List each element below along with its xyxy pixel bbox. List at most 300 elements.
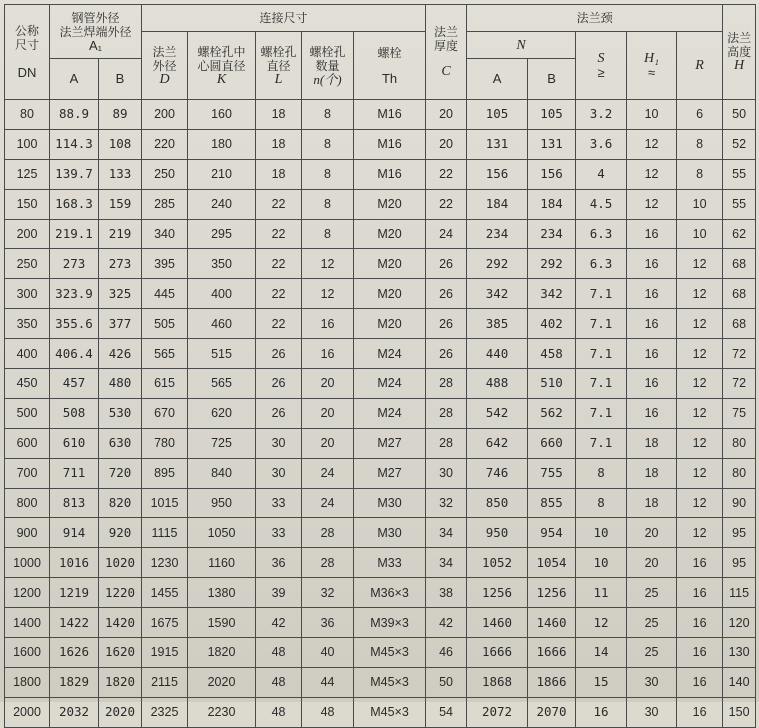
cell-thickness: 26: [426, 279, 467, 309]
table-row: [5, 159, 756, 189]
cell-dn: 2000: [5, 697, 50, 727]
bolt-circle-label-1: 螺栓孔中: [197, 44, 246, 59]
cell-flange-od: 1915: [142, 638, 188, 668]
neck-r-symbol: R: [695, 58, 704, 73]
table-row: [5, 667, 756, 697]
cell-flange-od: 1230: [142, 548, 188, 578]
cell-neck-s: 6.3: [576, 219, 627, 249]
cell-neck-h1: 16: [627, 219, 677, 249]
flange-od-label-1: 法兰: [152, 44, 177, 59]
cell-dn: 600: [5, 428, 50, 458]
cell-neck-n-b: 184: [528, 189, 576, 219]
header-bolt-circle: [188, 32, 256, 100]
neck-h1-symbol: H₁: [644, 50, 660, 66]
cell-bolt-hole-count: 16: [302, 309, 354, 339]
header-bolt-hole-dia: [256, 32, 302, 100]
header-row-1: [5, 5, 756, 32]
header-pipe-od-b: [99, 59, 142, 100]
cell-bolt-circle: 725: [188, 428, 256, 458]
cell-bolt: M39×3: [354, 608, 426, 638]
table-body: [5, 100, 756, 728]
cell-pipe-od-b: 159: [99, 189, 142, 219]
cell-neck-s: 10: [576, 548, 627, 578]
header-flange-od: [142, 32, 188, 100]
cell-thickness: 24: [426, 219, 467, 249]
cell-bolt-circle: 180: [188, 129, 256, 159]
table-row: [5, 608, 756, 638]
cell-dn: 1400: [5, 608, 50, 638]
cell-height: 55: [723, 189, 756, 219]
cell-pipe-od-b: 325: [99, 279, 142, 309]
cell-bolt: M33: [354, 548, 426, 578]
cell-height: 90: [723, 488, 756, 518]
cell-pipe-od-b: 1620: [99, 638, 142, 668]
cell-neck-n-a: 292: [467, 249, 528, 279]
cell-flange-od: 565: [142, 339, 188, 369]
header-connection: [142, 5, 426, 32]
cell-neck-h1: 25: [627, 638, 677, 668]
cell-neck-h1: 18: [627, 488, 677, 518]
cell-bolt: M36×3: [354, 578, 426, 608]
cell-bolt-hole-count: 24: [302, 458, 354, 488]
cell-bolt: M20: [354, 219, 426, 249]
cell-pipe-od-b: 530: [99, 398, 142, 428]
cell-neck-r: 16: [677, 578, 723, 608]
header-neck-n-a: [467, 59, 528, 100]
cell-pipe-od-b: 1420: [99, 608, 142, 638]
cell-neck-h1: 10: [627, 100, 677, 130]
cell-bolt-circle: 1160: [188, 548, 256, 578]
cell-neck-n-a: 850: [467, 488, 528, 518]
table-row: [5, 398, 756, 428]
cell-neck-n-b: 131: [528, 129, 576, 159]
cell-neck-n-b: 1666: [528, 638, 576, 668]
cell-bolt-circle: 295: [188, 219, 256, 249]
cell-thickness: 28: [426, 428, 467, 458]
cell-pipe-od-a: 711: [50, 458, 99, 488]
table-row: [5, 458, 756, 488]
cell-bolt-circle: 620: [188, 398, 256, 428]
cell-pipe-od-b: 89: [99, 100, 142, 130]
cell-bolt-hole-dia: 48: [256, 667, 302, 697]
cell-height: 68: [723, 279, 756, 309]
cell-flange-od: 1115: [142, 518, 188, 548]
cell-pipe-od-a: 114.3: [50, 129, 99, 159]
cell-bolt-circle: 350: [188, 249, 256, 279]
table-row: [5, 219, 756, 249]
cell-pipe-od-a: 508: [50, 398, 99, 428]
cell-pipe-od-b: 273: [99, 249, 142, 279]
cell-bolt-hole-dia: 36: [256, 548, 302, 578]
cell-bolt-hole-count: 12: [302, 249, 354, 279]
cell-neck-n-a: 1052: [467, 548, 528, 578]
cell-thickness: 34: [426, 518, 467, 548]
cell-neck-s: 16: [576, 697, 627, 727]
cell-pipe-od-a: 88.9: [50, 100, 99, 130]
thickness-label-1: 法兰: [434, 25, 459, 39]
neck-n-symbol: N: [516, 37, 526, 53]
cell-pipe-od-b: 108: [99, 129, 142, 159]
cell-bolt: M24: [354, 369, 426, 399]
cell-bolt-circle: 840: [188, 458, 256, 488]
cell-thickness: 22: [426, 159, 467, 189]
cell-neck-n-b: 156: [528, 159, 576, 189]
cell-bolt-hole-dia: 26: [256, 369, 302, 399]
cell-thickness: 22: [426, 189, 467, 219]
cell-neck-n-a: 488: [467, 369, 528, 399]
cell-pipe-od-a: 273: [50, 249, 99, 279]
cell-neck-r: 6: [677, 100, 723, 130]
cell-neck-n-a: 385: [467, 309, 528, 339]
bolt-label: 螺栓: [377, 45, 402, 60]
cell-neck-s: 12: [576, 608, 627, 638]
cell-neck-s: 7.1: [576, 428, 627, 458]
cell-neck-n-a: 642: [467, 428, 528, 458]
table-row: [5, 578, 756, 608]
bolt-symbol: Th: [381, 70, 398, 86]
cell-neck-n-b: 2070: [528, 697, 576, 727]
cell-bolt: M16: [354, 100, 426, 130]
bolt-hole-dia-label-2: 直径: [266, 58, 291, 73]
cell-dn: 800: [5, 488, 50, 518]
cell-bolt-circle: 565: [188, 369, 256, 399]
cell-bolt-hole-dia: 26: [256, 398, 302, 428]
thickness-symbol: C: [441, 64, 451, 79]
cell-pipe-od-a: 1016: [50, 548, 99, 578]
cell-height: 68: [723, 249, 756, 279]
cell-pipe-od-a: 1829: [50, 667, 99, 697]
cell-neck-h1: 20: [627, 518, 677, 548]
cell-pipe-od-a: 914: [50, 518, 99, 548]
cell-neck-h1: 12: [627, 159, 677, 189]
cell-bolt-circle: 1820: [188, 638, 256, 668]
cell-bolt-circle: 1590: [188, 608, 256, 638]
cell-flange-od: 340: [142, 219, 188, 249]
cell-neck-n-a: 105: [467, 100, 528, 130]
header-neck-h1: [627, 32, 677, 100]
header-neck-s: [576, 32, 627, 100]
cell-pipe-od-a: 219.1: [50, 219, 99, 249]
cell-bolt-circle: 515: [188, 339, 256, 369]
cell-height: 62: [723, 219, 756, 249]
cell-thickness: 20: [426, 129, 467, 159]
cell-neck-s: 10: [576, 518, 627, 548]
cell-bolt-hole-dia: 30: [256, 428, 302, 458]
cell-neck-n-b: 562: [528, 398, 576, 428]
cell-height: 140: [723, 667, 756, 697]
cell-neck-s: 3.6: [576, 129, 627, 159]
cell-neck-n-b: 458: [528, 339, 576, 369]
cell-dn: 1200: [5, 578, 50, 608]
cell-bolt: M30: [354, 518, 426, 548]
header-pipe-od: [50, 5, 142, 59]
thickness-label-2: 厚度: [434, 39, 459, 53]
nominal-code: DN: [17, 65, 37, 80]
cell-pipe-od-b: 480: [99, 369, 142, 399]
cell-bolt-hole-count: 32: [302, 578, 354, 608]
table-row: [5, 189, 756, 219]
pipe-od-b: B: [115, 71, 125, 86]
cell-height: 80: [723, 428, 756, 458]
cell-flange-od: 445: [142, 279, 188, 309]
pipe-od-label-2: 法兰焊端外径: [59, 24, 132, 39]
cell-neck-n-a: 184: [467, 189, 528, 219]
height-symbol: H: [734, 58, 745, 73]
cell-neck-n-a: 2072: [467, 697, 528, 727]
table-row: [5, 488, 756, 518]
cell-height: 120: [723, 608, 756, 638]
cell-thickness: 32: [426, 488, 467, 518]
cell-neck-s: 7.1: [576, 398, 627, 428]
cell-bolt-circle: 240: [188, 189, 256, 219]
cell-flange-od: 505: [142, 309, 188, 339]
table-row: [5, 518, 756, 548]
cell-pipe-od-b: 133: [99, 159, 142, 189]
cell-neck-n-b: 1054: [528, 548, 576, 578]
cell-neck-n-b: 954: [528, 518, 576, 548]
cell-flange-od: 220: [142, 129, 188, 159]
cell-neck-r: 12: [677, 518, 723, 548]
cell-thickness: 28: [426, 398, 467, 428]
cell-neck-r: 12: [677, 398, 723, 428]
cell-thickness: 30: [426, 458, 467, 488]
cell-bolt: M45×3: [354, 667, 426, 697]
flange-od-symbol: D: [159, 71, 170, 87]
cell-thickness: 20: [426, 100, 467, 130]
cell-neck-n-a: 542: [467, 398, 528, 428]
cell-bolt-hole-dia: 42: [256, 608, 302, 638]
cell-flange-od: 1455: [142, 578, 188, 608]
cell-pipe-od-b: 1020: [99, 548, 142, 578]
cell-bolt-circle: 2230: [188, 697, 256, 727]
cell-bolt-circle: 2020: [188, 667, 256, 697]
cell-bolt-hole-dia: 22: [256, 249, 302, 279]
cell-bolt-circle: 460: [188, 309, 256, 339]
cell-dn: 80: [5, 100, 50, 130]
cell-pipe-od-a: 457: [50, 369, 99, 399]
cell-neck-h1: 16: [627, 339, 677, 369]
cell-pipe-od-b: 630: [99, 428, 142, 458]
cell-bolt-hole-count: 8: [302, 129, 354, 159]
cell-bolt-hole-count: 36: [302, 608, 354, 638]
cell-dn: 400: [5, 339, 50, 369]
neck-h1-note: ≈: [647, 64, 656, 80]
cell-thickness: 50: [426, 667, 467, 697]
cell-bolt-circle: 950: [188, 488, 256, 518]
cell-dn: 350: [5, 309, 50, 339]
cell-pipe-od-b: 1220: [99, 578, 142, 608]
cell-neck-r: 16: [677, 638, 723, 668]
cell-neck-h1: 12: [627, 129, 677, 159]
cell-bolt: M45×3: [354, 638, 426, 668]
cell-height: 115: [723, 578, 756, 608]
cell-bolt-hole-dia: 18: [256, 159, 302, 189]
cell-flange-od: 615: [142, 369, 188, 399]
bolt-circle-label-2: 心圆直径: [197, 58, 246, 73]
cell-neck-h1: 18: [627, 428, 677, 458]
cell-neck-r: 12: [677, 339, 723, 369]
cell-bolt: M20: [354, 309, 426, 339]
cell-dn: 1800: [5, 667, 50, 697]
cell-bolt-hole-count: 8: [302, 219, 354, 249]
height-label-2: 高度: [727, 45, 752, 59]
cell-bolt-hole-count: 8: [302, 159, 354, 189]
cell-thickness: 34: [426, 548, 467, 578]
connection-title: 连接尺寸: [259, 11, 308, 25]
cell-neck-s: 7.1: [576, 369, 627, 399]
cell-neck-r: 12: [677, 279, 723, 309]
cell-neck-n-b: 402: [528, 309, 576, 339]
cell-neck-s: 4: [576, 159, 627, 189]
cell-bolt-circle: 160: [188, 100, 256, 130]
cell-neck-n-a: 1256: [467, 578, 528, 608]
cell-bolt-circle: 400: [188, 279, 256, 309]
cell-bolt: M24: [354, 398, 426, 428]
header-neck-r: [677, 32, 723, 100]
cell-dn: 200: [5, 219, 50, 249]
cell-neck-n-b: 342: [528, 279, 576, 309]
cell-neck-h1: 18: [627, 458, 677, 488]
cell-neck-r: 8: [677, 129, 723, 159]
cell-neck-r: 12: [677, 249, 723, 279]
cell-bolt-hole-count: 48: [302, 697, 354, 727]
cell-neck-n-a: 156: [467, 159, 528, 189]
cell-thickness: 26: [426, 309, 467, 339]
cell-dn: 1000: [5, 548, 50, 578]
cell-neck-n-b: 234: [528, 219, 576, 249]
cell-pipe-od-b: 720: [99, 458, 142, 488]
cell-height: 55: [723, 159, 756, 189]
cell-flange-od: 780: [142, 428, 188, 458]
cell-bolt: M27: [354, 428, 426, 458]
cell-dn: 150: [5, 189, 50, 219]
cell-neck-r: 12: [677, 488, 723, 518]
cell-dn: 500: [5, 398, 50, 428]
cell-bolt-hole-count: 8: [302, 189, 354, 219]
cell-bolt: M20: [354, 249, 426, 279]
cell-neck-s: 15: [576, 667, 627, 697]
cell-bolt-hole-count: 44: [302, 667, 354, 697]
cell-bolt: M27: [354, 458, 426, 488]
cell-neck-n-a: 1666: [467, 638, 528, 668]
cell-bolt-hole-count: 8: [302, 100, 354, 130]
table-row: [5, 279, 756, 309]
cell-bolt-circle: 210: [188, 159, 256, 189]
cell-neck-h1: 30: [627, 697, 677, 727]
cell-neck-r: 12: [677, 369, 723, 399]
cell-neck-s: 7.1: [576, 339, 627, 369]
pipe-od-symbol: A₁: [88, 37, 103, 53]
bolt-hole-count-label-1: 螺栓孔: [309, 44, 346, 59]
cell-bolt-circle: 1050: [188, 518, 256, 548]
cell-bolt: M16: [354, 159, 426, 189]
header-bolt-hole-count: [302, 32, 354, 100]
cell-neck-h1: 16: [627, 309, 677, 339]
cell-neck-n-a: 1868: [467, 667, 528, 697]
cell-bolt-hole-dia: 48: [256, 638, 302, 668]
cell-neck-r: 10: [677, 219, 723, 249]
header-height: [723, 5, 756, 100]
cell-thickness: 26: [426, 339, 467, 369]
table-row: [5, 369, 756, 399]
cell-bolt-hole-count: 20: [302, 428, 354, 458]
cell-pipe-od-b: 377: [99, 309, 142, 339]
cell-pipe-od-b: 219: [99, 219, 142, 249]
header-pipe-od-a: [50, 59, 99, 100]
cell-thickness: 54: [426, 697, 467, 727]
cell-bolt-hole-dia: 30: [256, 458, 302, 488]
nominal-label-2: 尺寸: [14, 38, 39, 52]
cell-dn: 900: [5, 518, 50, 548]
header-thickness: [426, 5, 467, 100]
cell-bolt-hole-dia: 18: [256, 100, 302, 130]
cell-bolt-hole-count: 24: [302, 488, 354, 518]
cell-bolt-hole-dia: 22: [256, 189, 302, 219]
cell-pipe-od-a: 168.3: [50, 189, 99, 219]
cell-flange-od: 250: [142, 159, 188, 189]
nominal-label-1: 公称: [14, 24, 39, 38]
cell-neck-s: 3.2: [576, 100, 627, 130]
cell-dn: 100: [5, 129, 50, 159]
cell-bolt-hole-dia: 39: [256, 578, 302, 608]
cell-neck-s: 11: [576, 578, 627, 608]
cell-dn: 250: [5, 249, 50, 279]
table-row: [5, 100, 756, 130]
cell-neck-h1: 16: [627, 279, 677, 309]
cell-neck-h1: 16: [627, 369, 677, 399]
cell-bolt-hole-count: 12: [302, 279, 354, 309]
cell-pipe-od-a: 139.7: [50, 159, 99, 189]
cell-neck-r: 12: [677, 309, 723, 339]
cell-neck-n-a: 131: [467, 129, 528, 159]
cell-neck-s: 6.3: [576, 249, 627, 279]
cell-flange-od: 1015: [142, 488, 188, 518]
cell-pipe-od-a: 1422: [50, 608, 99, 638]
cell-neck-n-b: 510: [528, 369, 576, 399]
table-row: [5, 129, 756, 159]
cell-neck-n-a: 440: [467, 339, 528, 369]
pipe-od-a: A: [69, 71, 79, 86]
cell-dn: 1600: [5, 638, 50, 668]
cell-neck-r: 12: [677, 428, 723, 458]
cell-bolt-hole-count: 28: [302, 518, 354, 548]
cell-neck-n-b: 1256: [528, 578, 576, 608]
cell-flange-od: 1675: [142, 608, 188, 638]
height-label-1: 法兰: [727, 31, 752, 45]
cell-neck-h1: 12: [627, 189, 677, 219]
cell-neck-r: 8: [677, 159, 723, 189]
cell-flange-od: 200: [142, 100, 188, 130]
cell-bolt-hole-dia: 33: [256, 488, 302, 518]
cell-bolt-hole-dia: 26: [256, 339, 302, 369]
cell-height: 72: [723, 339, 756, 369]
cell-pipe-od-a: 610: [50, 428, 99, 458]
cell-pipe-od-a: 323.9: [50, 279, 99, 309]
cell-neck-n-b: 660: [528, 428, 576, 458]
cell-thickness: 46: [426, 638, 467, 668]
cell-pipe-od-a: 1626: [50, 638, 99, 668]
cell-dn: 300: [5, 279, 50, 309]
table-row: [5, 638, 756, 668]
cell-neck-h1: 16: [627, 398, 677, 428]
cell-neck-s: 14: [576, 638, 627, 668]
cell-bolt: M45×3: [354, 697, 426, 727]
table-row: [5, 309, 756, 339]
cell-thickness: 42: [426, 608, 467, 638]
cell-neck-r: 10: [677, 189, 723, 219]
cell-bolt-circle: 1380: [188, 578, 256, 608]
cell-neck-h1: 16: [627, 249, 677, 279]
